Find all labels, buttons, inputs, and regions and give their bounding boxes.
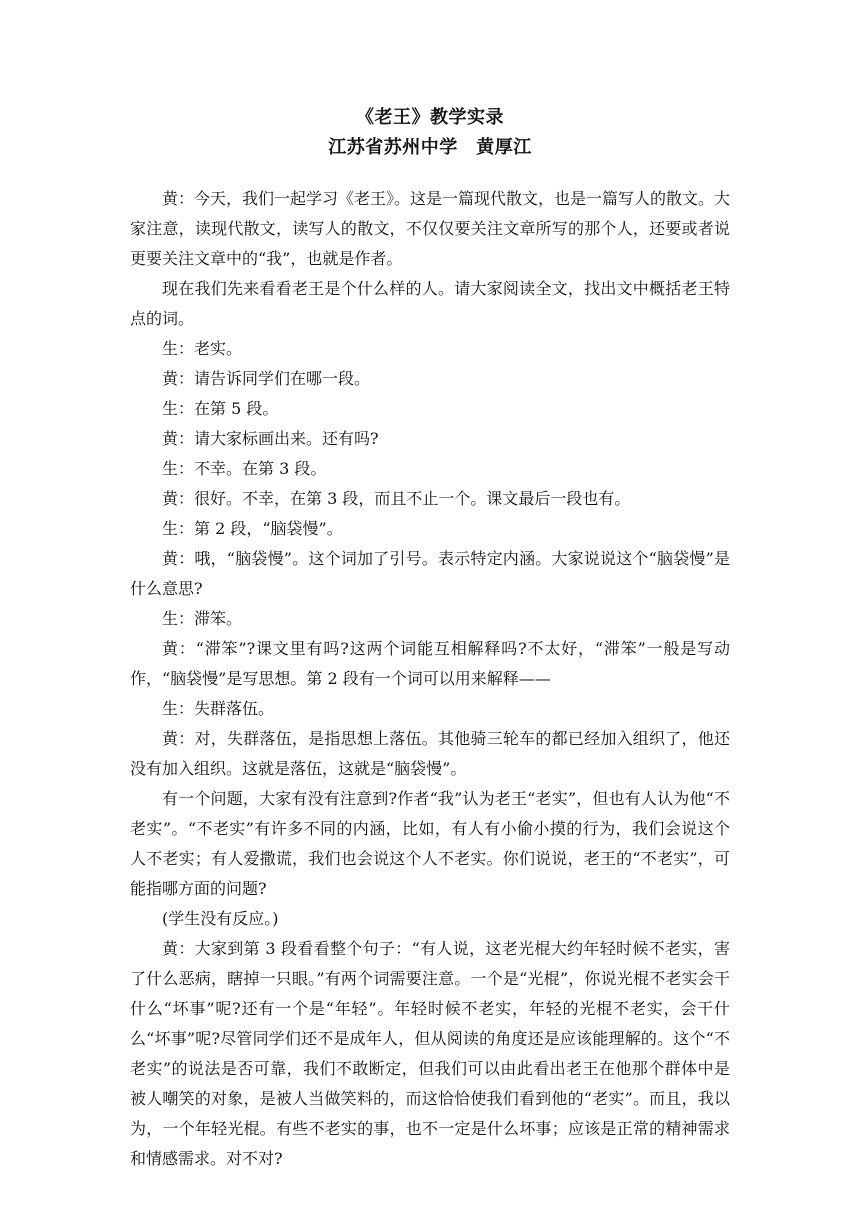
- paragraph: 生：老实。: [162, 339, 243, 358]
- paragraph: (学生没有反应。): [162, 909, 279, 928]
- paragraph: 生：在第 5 段。: [162, 399, 279, 418]
- document-author-line: 江苏省苏州中学 黄厚江: [328, 137, 532, 158]
- paragraph: 有一个问题，大家有没有注意到?作者“我”认为老王“老实”，但也有人认为他“不老实”。“不老实”有许多不同的内涵，比如，有人有小偷小摸的行为，我们会说这个人不老实；有人爱撒谎，我们也会说这个人不老实。你们说说，老王的“不老实”，可能指哪方面的问题?: [130, 789, 730, 898]
- paragraph: 生：第 2 段，“脑袋慢”。: [162, 519, 343, 538]
- paragraph: 黄：对，失群落伍，是指思想上落伍。其他骑三轮车的都已经加入组织了，他还没有加入组织。这就是落伍，这就是“脑袋慢”。: [130, 729, 730, 778]
- document-body: [130, 184, 730, 1174]
- paragraph: 生：滞笨。: [162, 609, 243, 628]
- paragraph: 黄：哦，“脑袋慢”。这个词加了引号。表示特定内涵。大家说说这个“脑袋慢”是什么意思?: [130, 549, 730, 598]
- paragraph: 黄：很好。不幸，在第 3 段，而且不止一个。课文最后一段也有。: [162, 489, 631, 508]
- paragraph: 黄：请告诉同学们在哪一段。: [162, 369, 371, 388]
- paragraph: 现在我们先来看看老王是个什么样的人。请大家阅读全文，找出文中概括老王特点的词。: [130, 279, 730, 328]
- document-title: 《老王》教学实录: [356, 107, 504, 128]
- paragraph: 黄：“滞笨”?课文里有吗?这两个词能互相解释吗?不太好，“滞笨”一般是写动作，“脑袋慢”是写思想。第 2 段有一个词可以用来解释——: [130, 639, 730, 688]
- paragraph: 黄：今天，我们一起学习《老王》。这是一篇现代散文，也是一篇写人的散文。大家注意，读现代散文，读写人的散文，不仅仅要关注文章所写的那个人，还要或者说更要关注文章中的“我”，也就是作者。: [130, 189, 731, 268]
- paragraph: 生：失群落伍。: [162, 699, 275, 718]
- document-header: [0, 104, 860, 162]
- paragraph: 生：不幸。在第 3 段。: [162, 459, 327, 478]
- paragraph: 黄：大家到第 3 段看看整个句子：“有人说，这老光棍大约年轻时候不老实，害了什么恶病，瞎掉一只眼。”有两个词需要注意。一个是“光棍”，你说光棍不老实会干什么“坏事”呢?还有一个是“年轻”。年轻时候不老实，年轻的光棍不老实，会干什么“坏事”呢?尽管同学们还不是成年人，但从阅读的角度还是应该能理解的。这个“不老实”的说法是否可靠，我们不敢断定，但我们可以由此看出老王在他那个群体中是被人嘲笑的对象，是被人当做笑料的，而这恰恰使我们看到他的“老实”。而且，我以为，一个年轻光棍。有些不老实的事，也不一定是什么坏事；应该是正常的精神需求和情感需求。对不对?: [130, 939, 730, 1168]
- paragraph: 黄：请大家标画出来。还有吗?: [162, 429, 379, 448]
